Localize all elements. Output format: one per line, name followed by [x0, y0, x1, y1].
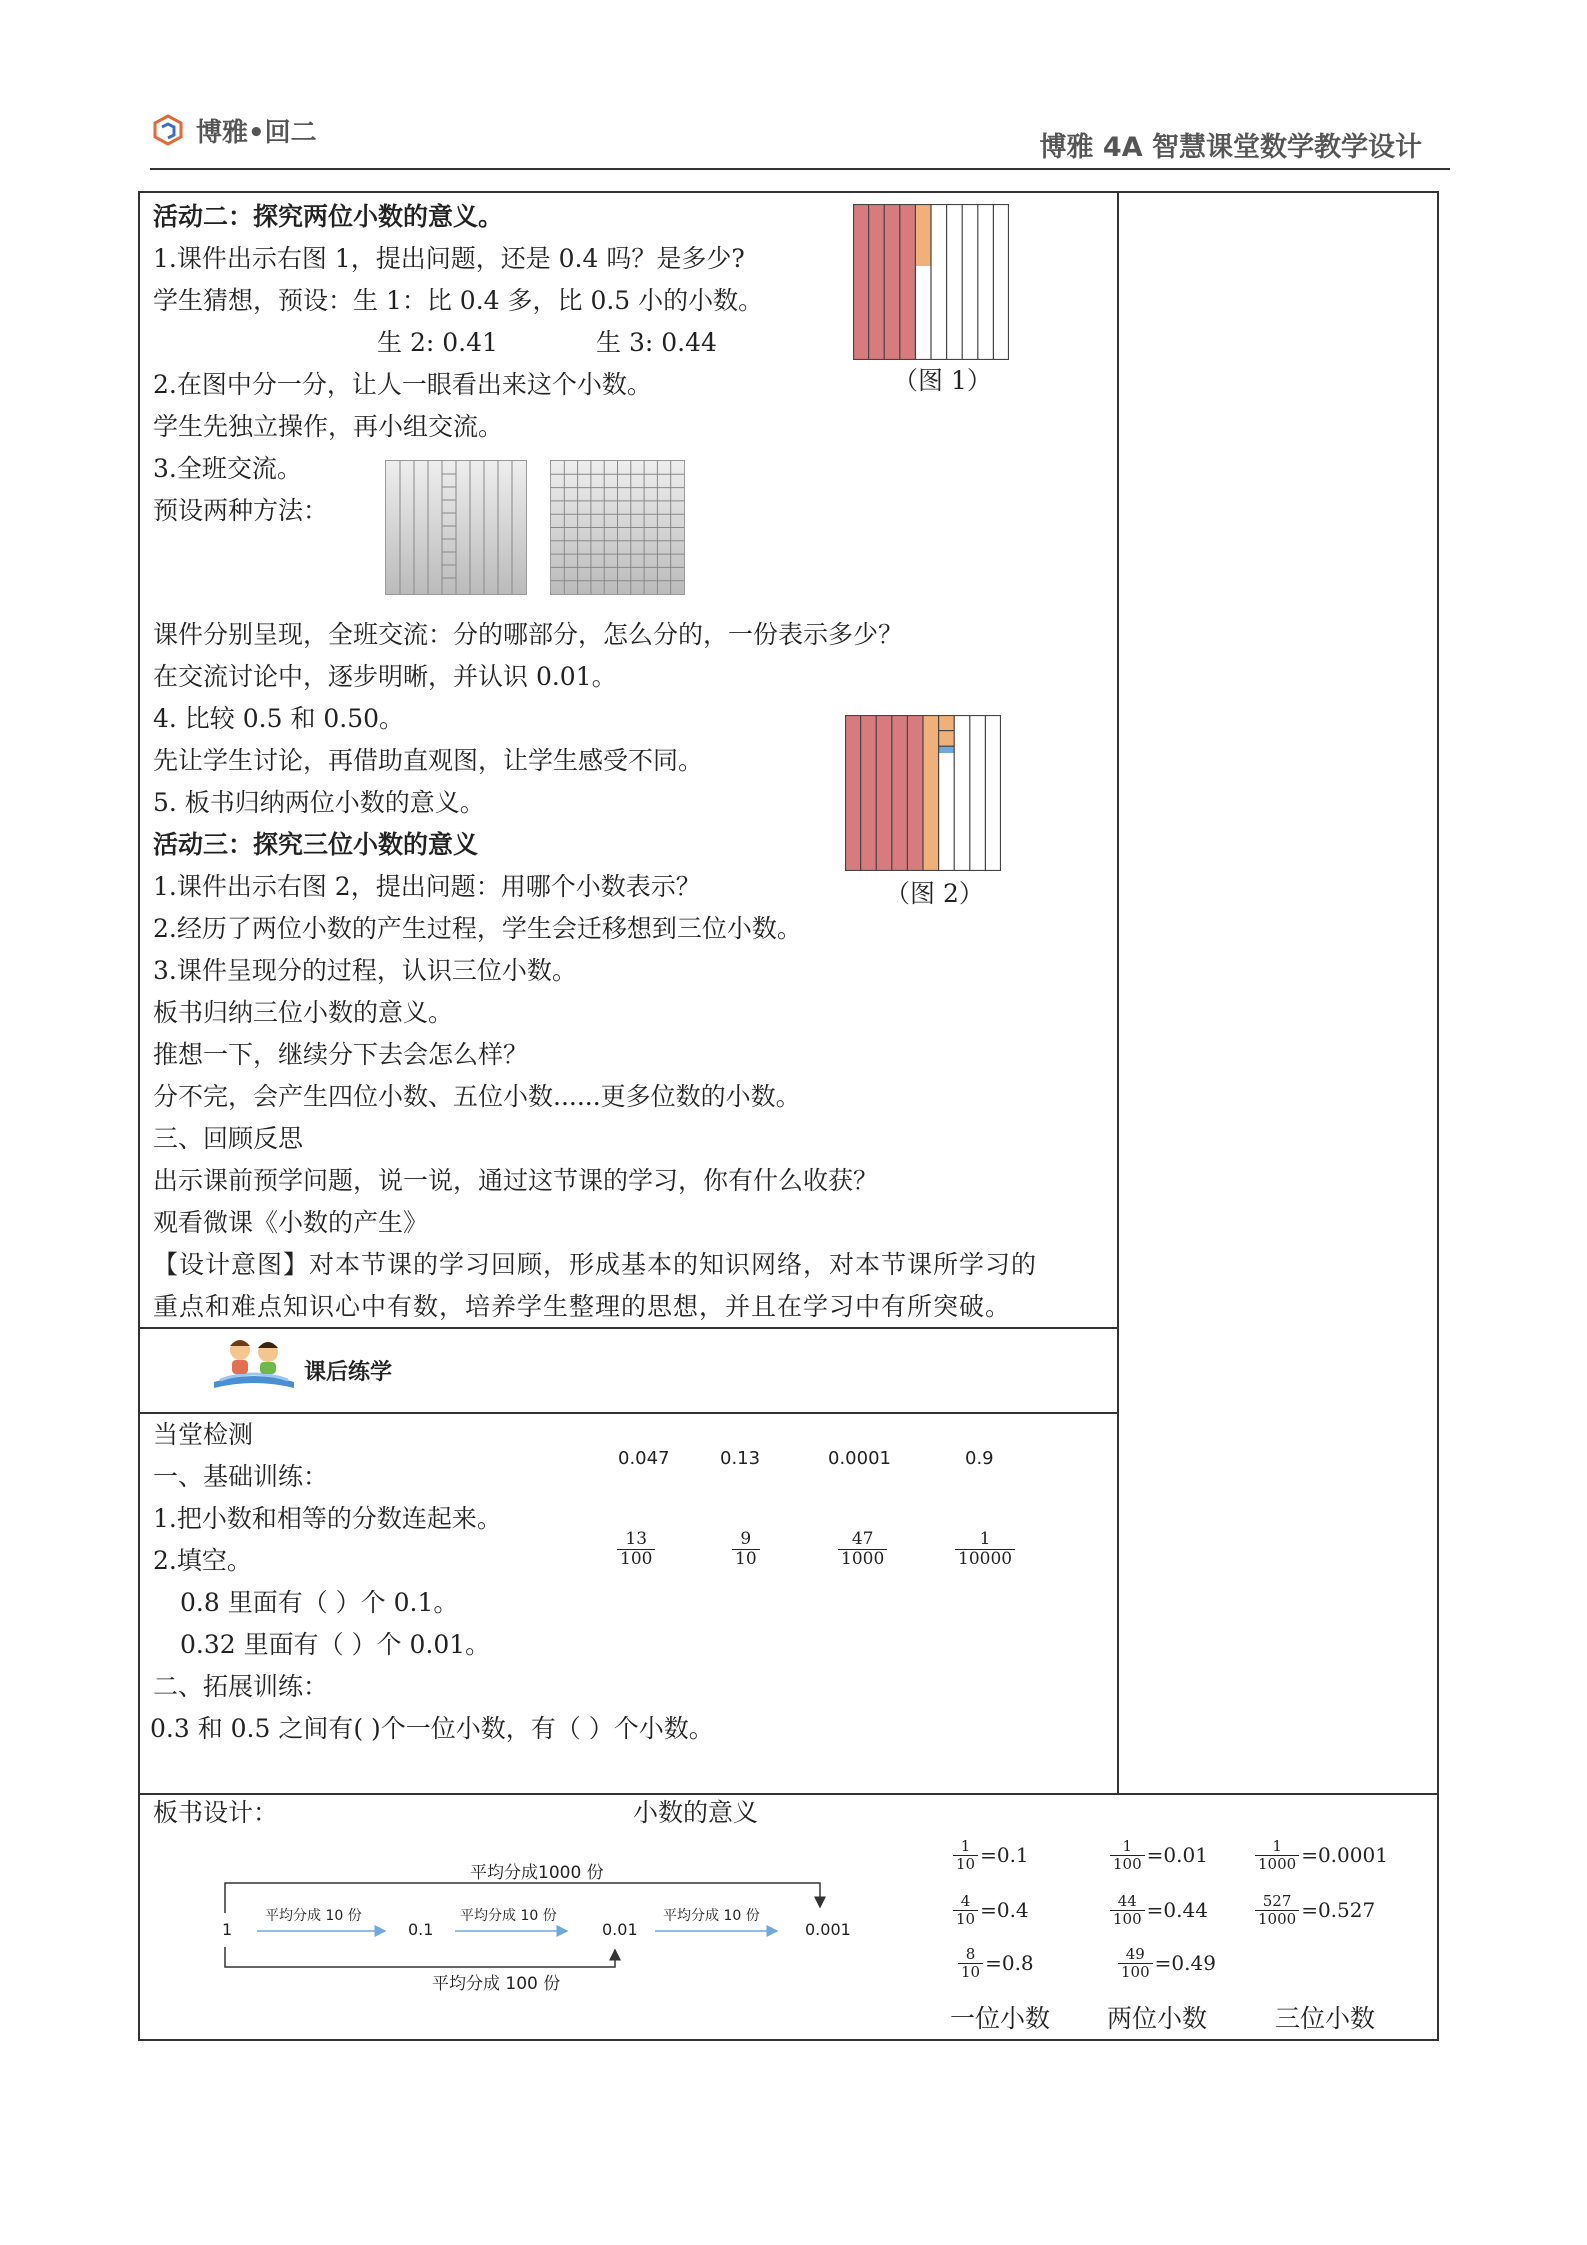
diagram-top-label: 平均分成1000 份 — [470, 1863, 604, 1883]
practice-line: 0.32 里面有（ ）个 0.01。 — [180, 1630, 491, 1659]
board-title: 小数的意义 — [633, 1798, 759, 1827]
board-col-label: 一位小数 — [950, 2004, 1051, 2033]
fraction-numerator: 8 — [965, 1945, 976, 1963]
fraction-numerator: 4 — [960, 1892, 971, 1910]
row-divider-1 — [138, 1327, 1119, 1329]
fraction-value: =0.8 — [985, 1951, 1034, 1975]
diagram-node: 0.01 — [602, 1920, 638, 1939]
row-divider-3 — [138, 1793, 1437, 1795]
activity3-line: 1.课件出示右图 2，提出问题：用哪个小数表示？ — [153, 872, 701, 901]
activity2-line: 预设两种方法： — [153, 496, 329, 525]
activity2-line: 3.全班交流。 — [153, 454, 302, 483]
activity2-line: 2.在图中分一分，让人一眼看出来这个小数。 — [153, 370, 652, 399]
activity2-line: 在交流讨论中，逐步明晰，并认识 0.01。 — [153, 662, 617, 691]
match-fraction — [732, 1530, 760, 1568]
diagram-node: 0.1 — [408, 1920, 434, 1939]
doc-title: 博雅 4A 智慧课堂数学教学设计 — [1039, 132, 1422, 163]
board-frac-3-1 — [1255, 1838, 1388, 1872]
fraction-numerator: 9 — [740, 1529, 752, 1549]
fraction-numerator: 49 — [1125, 1945, 1145, 1963]
fraction-denominator: 100 — [1118, 1963, 1153, 1981]
activity3-line: 分不完，会产生四位小数、五位小数......更多位数的小数。 — [153, 1082, 801, 1111]
fraction-denominator: 1000 — [1255, 1855, 1299, 1873]
match-decimal: 0.047 — [618, 1448, 670, 1469]
activity3-line: 三、回顾反思 — [153, 1124, 304, 1153]
activity2-line: 生 3: 0.44 — [596, 328, 717, 357]
brand-name: 博雅•回二 — [196, 118, 317, 148]
activity2-line: 先让学生讨论，再借助直观图，让学生感受不同。 — [153, 746, 704, 775]
lesson-table — [138, 191, 1439, 2041]
fraction-denominator: 10 — [953, 1910, 978, 1928]
board-col-label: 三位小数 — [1275, 2004, 1376, 2033]
diagram-bottom-label: 平均分成 100 份 — [432, 1974, 561, 1994]
activity2-line: 学生猜想，预设：生 1：比 0.4 多，比 0.5 小的小数。 — [153, 286, 764, 315]
fraction-denominator: 10 — [958, 1963, 983, 1981]
practice-line: 二、拓展训练： — [153, 1672, 329, 1701]
table-col-divider — [1117, 191, 1119, 1795]
board-frac-1-1 — [953, 1838, 1029, 1872]
practice-banner-label: 课后练学 — [304, 1360, 393, 1385]
fraction-value: =0.0001 — [1301, 1843, 1388, 1867]
fraction-denominator: 100 — [617, 1549, 655, 1569]
fraction-numerator: 47 — [851, 1529, 874, 1549]
practice-line: 1.把小数和相等的分数连起来。 — [153, 1504, 502, 1533]
practice-banner — [210, 1332, 392, 1390]
activity2-line: 课件分别呈现，全班交流：分的哪部分，怎么分的，一份表示多少？ — [153, 620, 904, 649]
design-intent-line: 【设计意图】对本节课的学习回顾，形成基本的知识网络，对本节课所学习的 — [153, 1250, 1038, 1279]
reading-kids-icon — [210, 1332, 298, 1390]
design-intent-line: 重点和难点知识心中有数，培养学生整理的思想，并且在学习中有所突破。 — [153, 1292, 1012, 1321]
fraction-denominator: 10000 — [955, 1549, 1015, 1569]
fraction-value: =0.527 — [1301, 1898, 1376, 1922]
fraction-numerator: 1 — [1122, 1837, 1133, 1855]
fraction-value: =0.1 — [980, 1843, 1029, 1867]
board-frac-3-2 — [1255, 1893, 1375, 1927]
fraction-denominator: 10 — [732, 1549, 760, 1569]
activity3-title: 活动三：探究三位小数的意义 — [153, 830, 479, 859]
fraction-value: =0.44 — [1146, 1898, 1208, 1922]
diagram-node: 0.001 — [805, 1920, 851, 1939]
fraction-value: =0.4 — [980, 1898, 1029, 1922]
activity2-title: 活动二：探究两位小数的意义。 — [153, 202, 504, 231]
activity3-line: 3.课件呈现分的过程，认识三位小数。 — [153, 956, 577, 985]
practice-line: 0.3 和 0.5 之间有( )个一位小数，有（ ）个小数。 — [150, 1714, 714, 1743]
fraction-numerator: 13 — [625, 1529, 648, 1549]
diagram-arrow-label: 平均分成 10 份 — [663, 1908, 760, 1924]
activity3-line: 推想一下，继续分下去会怎么样？ — [153, 1040, 529, 1069]
fraction-numerator: 1 — [960, 1837, 971, 1855]
fraction-value: =0.01 — [1146, 1843, 1208, 1867]
match-decimal: 0.9 — [965, 1448, 994, 1469]
board-frac-1-2 — [953, 1893, 1029, 1927]
activity3-line: 出示课前预学问题，说一说，通过这节课的学习，你有什么收获？ — [153, 1166, 879, 1195]
activity2-line: 学生先独立操作，再小组交流。 — [153, 412, 504, 441]
method-1-photo — [385, 460, 527, 595]
match-decimal: 0.0001 — [828, 1448, 891, 1469]
diagram-node: 1 — [222, 1920, 233, 1939]
practice-line: 一、基础训练： — [153, 1462, 329, 1491]
practice-line: 0.8 里面有（ ）个 0.1。 — [180, 1588, 459, 1617]
board-frac-1-3 — [958, 1946, 1034, 1980]
practice-line: 当堂检测 — [153, 1420, 254, 1449]
match-fraction — [838, 1530, 887, 1568]
figure-1-caption: （图 1） — [893, 366, 992, 395]
row-divider-2 — [138, 1412, 1119, 1414]
match-fraction — [955, 1530, 1015, 1568]
fraction-numerator: 1 — [1272, 1837, 1282, 1855]
method-2-photo — [550, 460, 685, 595]
fraction-denominator: 1000 — [838, 1549, 887, 1569]
match-decimal: 0.13 — [720, 1448, 761, 1469]
board-label: 板书设计： — [153, 1798, 279, 1827]
fraction-denominator: 10 — [953, 1855, 978, 1873]
diagram-arrow-label: 平均分成 10 份 — [265, 1908, 362, 1924]
match-fraction — [617, 1530, 655, 1568]
fraction-numerator: 44 — [1117, 1892, 1137, 1910]
figure-2-grid — [845, 715, 1001, 871]
fraction-denominator: 1000 — [1255, 1910, 1299, 1928]
fraction-value: =0.49 — [1154, 1951, 1216, 1975]
fraction-denominator: 100 — [1110, 1855, 1145, 1873]
diagram-arrow-label: 平均分成 10 份 — [460, 1908, 557, 1924]
activity2-line: 生 2: 0.41 — [377, 328, 498, 357]
fraction-numerator: 1 — [979, 1529, 991, 1549]
practice-line: 2.填空。 — [153, 1546, 252, 1575]
figure-1-grid — [853, 204, 1009, 360]
header-brand — [150, 112, 317, 149]
activity2-line: 4. 比较 0.5 和 0.50。 — [153, 704, 405, 733]
activity3-line: 观看微课《小数的产生》 — [153, 1208, 429, 1237]
board-frac-2-1 — [1110, 1838, 1208, 1872]
header-rule — [150, 168, 1450, 170]
board-frac-2-3 — [1118, 1946, 1216, 1980]
activity3-line: 板书归纳三位小数的意义。 — [153, 998, 454, 1027]
figure-2-caption: （图 2） — [885, 879, 984, 908]
fraction-denominator: 100 — [1110, 1910, 1145, 1928]
board-frac-2-2 — [1110, 1893, 1208, 1927]
activity2-line: 5. 板书归纳两位小数的意义。 — [153, 788, 485, 817]
activity2-line: 1.课件出示右图 1，提出问题，还是 0.4 吗？是多少? — [153, 244, 745, 273]
fraction-numerator: 527 — [1262, 1892, 1292, 1910]
activity3-line: 2.经历了两位小数的产生过程，学生会迁移想到三位小数。 — [153, 914, 802, 943]
board-col-label: 两位小数 — [1107, 2004, 1208, 2033]
brand-logo-icon — [150, 113, 186, 149]
